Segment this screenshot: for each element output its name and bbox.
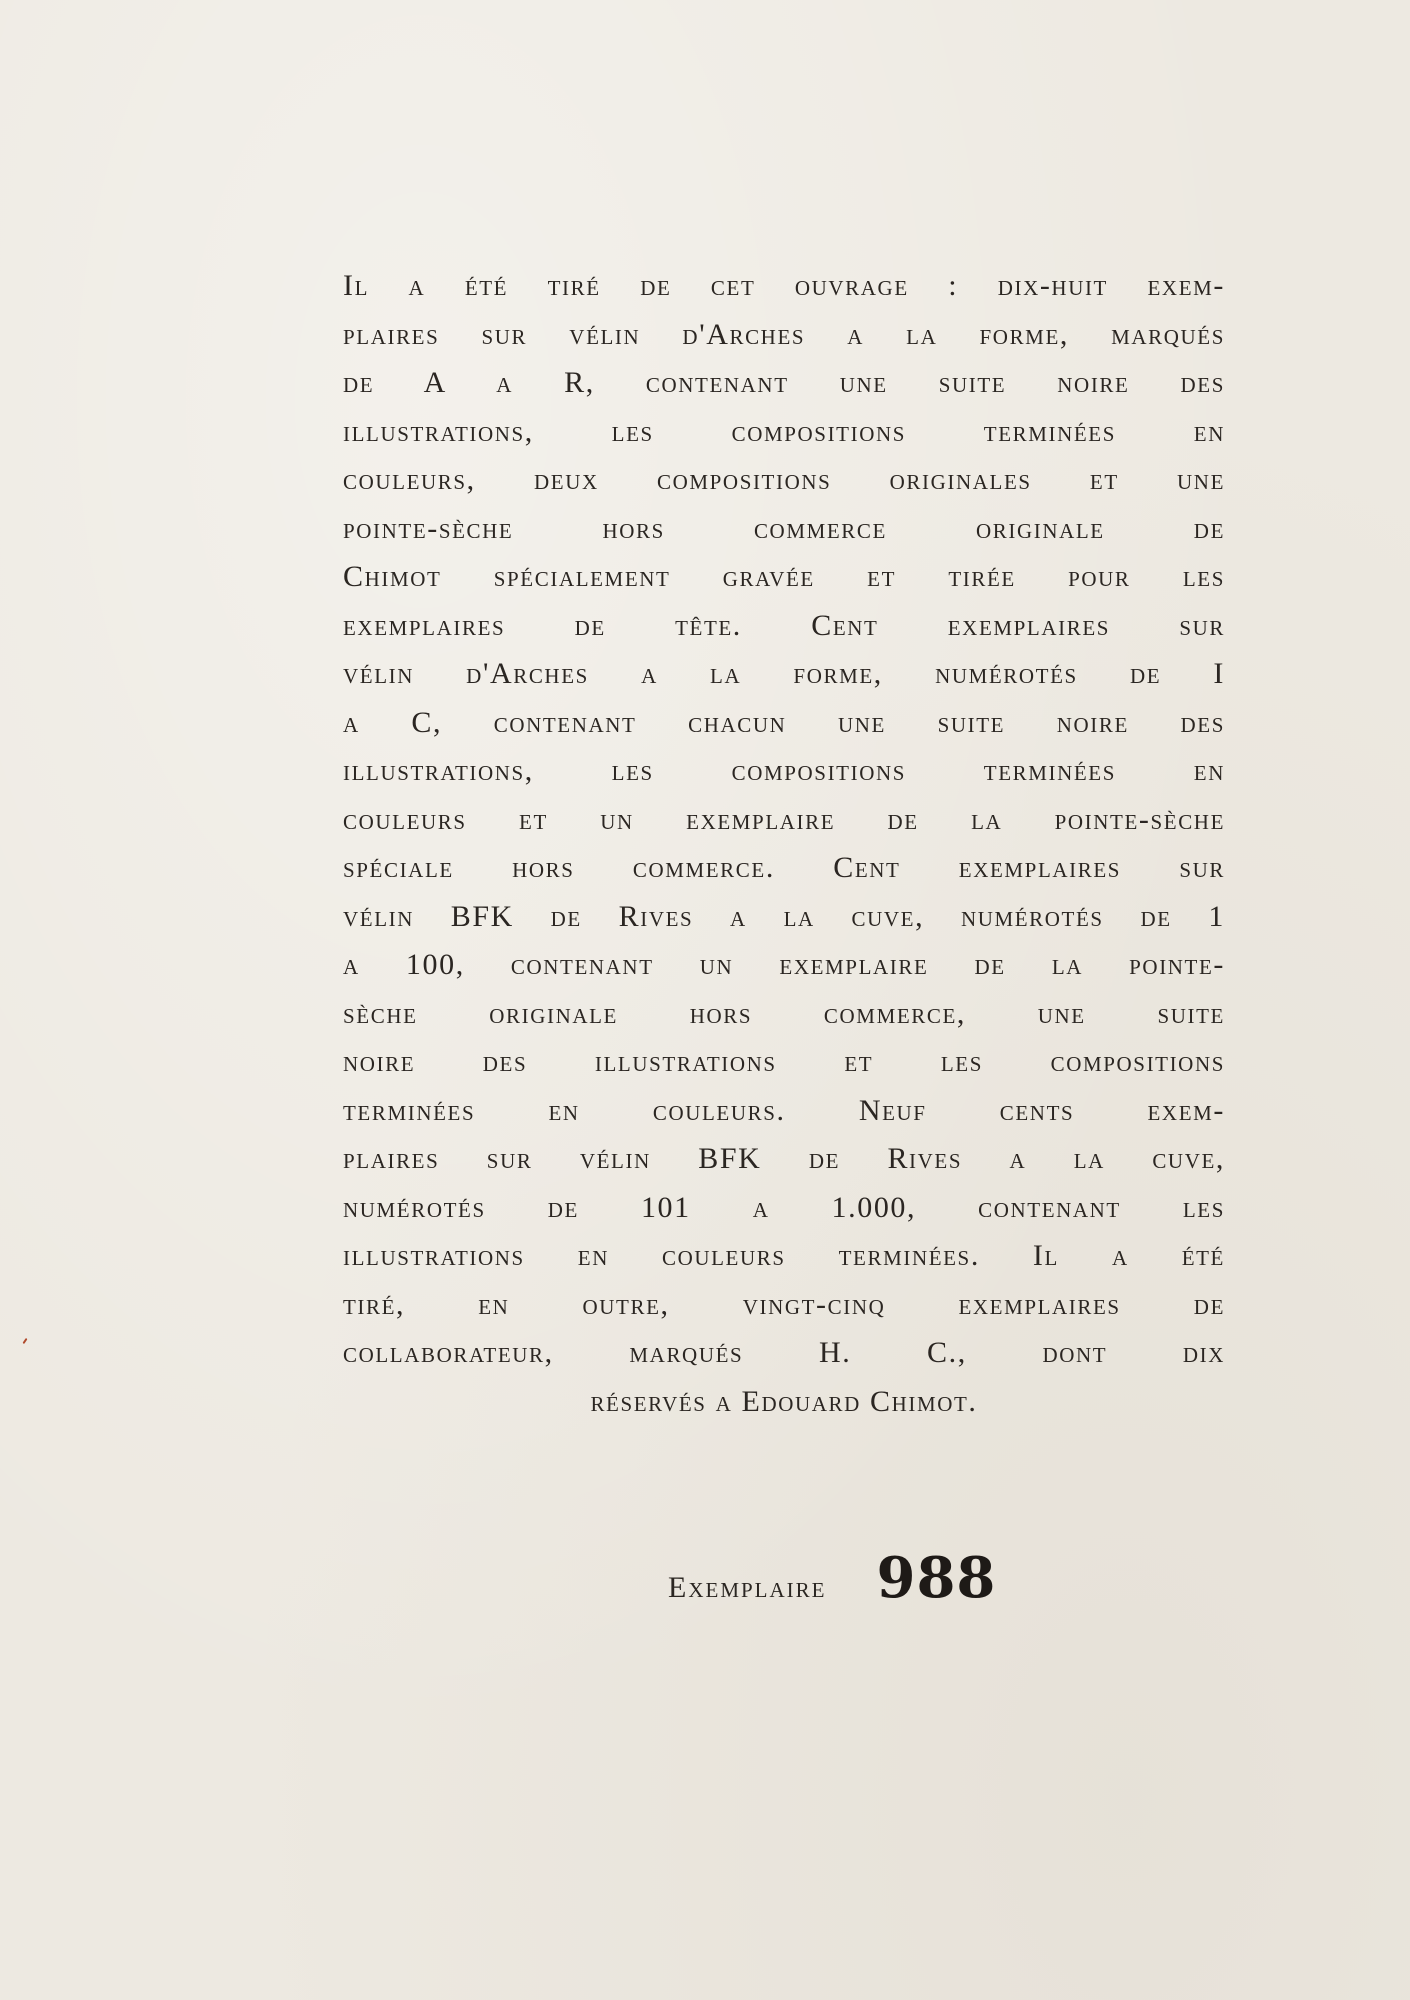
justification-line-final: réservés a Edouard Chimot. [590,1384,978,1418]
justification-line: exemplaires de tête. Cent exemplaires sur [343,608,1225,642]
justification-line: illustrations en couleurs terminées. Il a été [343,1239,1225,1272]
justification-line: illustrations, les compositions terminées en [343,754,1225,787]
justification-line: noire des illustrations et les compositions [343,1045,1225,1078]
justification-line: pointe-sèche hors commerce originale de [343,511,1225,545]
justification-line: de A a R, contenant une suite noire des [343,366,1225,399]
paper-speck [22,1338,27,1344]
justification-line: vélin BFK de Rives a la cuve, numérotés de 1 [343,899,1225,933]
justification-line: couleurs, deux compositions originales et une [343,463,1225,496]
justification-line: vélin d'Arches a la forme, numérotés de I [343,657,1225,690]
justification-line: a 100, contenant un exemplaire de la pointe- [343,948,1225,981]
justification-line: sèche originale hors commerce, une suite [343,996,1225,1030]
justification-line: illustrations, les compositions terminées en [343,414,1225,448]
copy-number-stamp: 988 [876,1545,997,1611]
copy-number-block [668,1545,1168,1625]
justification-line: terminées en couleurs. Neuf cents exem- [343,1093,1225,1127]
justification-line: couleurs et un exemplaire de la pointe-sèche [343,802,1225,836]
justification-line: Il a été tiré de cet ouvrage : dix-huit exem- [343,269,1225,302]
justification-text [343,262,1225,1426]
justification-line: numérotés de 101 a 1.000, contenant les [343,1190,1225,1224]
justification-line: spéciale hors commerce. Cent exemplaires sur [343,851,1225,884]
justification-line: a C, contenant chacun une suite noire des [343,705,1225,739]
justification-line: Chimot spécialement gravée et tirée pour les [343,560,1225,593]
justification-line: plaires sur vélin BFK de Rives a la cuve, [343,1142,1225,1175]
justification-line: collaborateur, marqués H. C., dont dix [343,1336,1225,1369]
copy-label: Exemplaire [668,1571,827,1604]
justification-line: tiré, en outre, vingt-cinq exemplaires de [343,1287,1225,1321]
justification-line: plaires sur vélin d'Arches a la forme, marqués [343,317,1225,351]
